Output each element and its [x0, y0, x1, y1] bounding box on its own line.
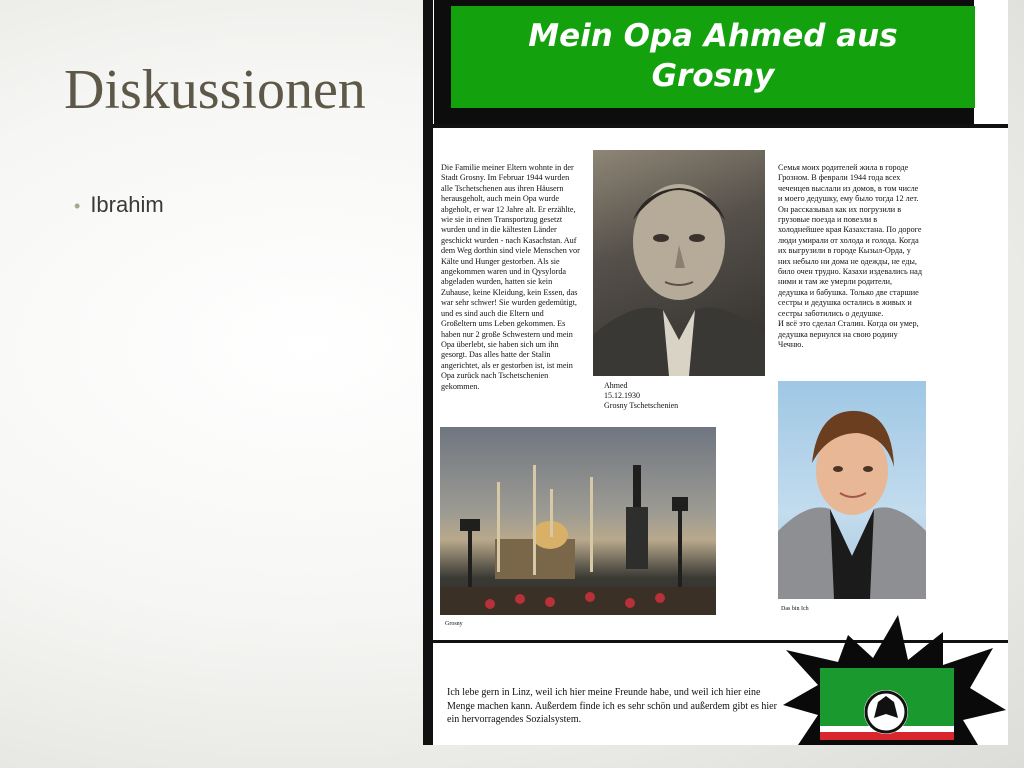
portrait-caption-date: 15.12.1930: [604, 391, 640, 400]
slide-title: Diskussionen: [64, 59, 366, 121]
portrait-caption: [604, 381, 678, 411]
poster-image: [423, 0, 1008, 745]
german-text: Die Familie meiner Eltern wohnte in der Stadt Grosny. Im Februar 1944 wurden alle Tschetschenen aus ihren Häusern herausgeholt, auch mein Opa wurde abgeholt, er war 12 Jahre alt. Er erzählte, wie sie in einen Transportzug gesetzt wurden und in die kältesten Länder geschickt wurden - nach Kasachstan. Auf dem Weg dorthin sind viele Menschen vor Kälte und Hunger gestorben. Als sie angekommen waren und in Qysylorda abgeladen wurden, hatten sie kein Zuhause, keine Kleidung, kein Essen, das war sehr schwer! Sie wurden gedemütigt, und es sind auch die Eltern und Großeltern ums Leben gekommen. Es haben nur 2 große Schwestern und mein Opa überlebt, sie haben sich um ihn gesorgt. Das alles hatte der Stalin angerichtet, als er gestorben ist, ist mein Opa zurück nach Tschetschenien gekommen.: [441, 163, 580, 391]
poster-left-border: [423, 0, 433, 745]
poster-divider-top: [423, 124, 1008, 128]
poster-banner: [434, 0, 974, 125]
bottom-text: Ich lebe gern in Linz, weil ich hier meine Freunde habe, und weil ich hier eine Menge machen kann. Außerdem finde ich es sehr schön und außerdem gibt es hier ein hervorragendes Sozialsystem.: [447, 687, 777, 725]
city-caption: Grosny: [445, 621, 463, 627]
student-photo: [778, 381, 926, 599]
portrait-caption-place: Grosny Tschetschenien: [604, 401, 679, 410]
poster-title-line1: Mein Opa Ahmed aus: [528, 18, 898, 54]
city-photo: [440, 427, 716, 615]
bullet-text: Ibrahim: [90, 192, 164, 217]
student-caption: Das bin Ich: [781, 606, 809, 612]
flag-starburst-icon: [778, 610, 1008, 745]
portrait-caption-name: Ahmed: [604, 381, 628, 390]
bullet-item: [74, 192, 164, 218]
bullet-dot-icon: •: [74, 196, 81, 216]
poster-title: [451, 6, 975, 108]
russian-text: Семья моих родителей жила в городе Грозном. В феврали 1944 года всех чеченцев выслали из домов, в том числе и моего дедушку, ему было тогда 12 лет. Он рассказывал как их погрузили в грузовые поезда и повезли в холоднейшее края Казахстана. По дороге люди умирали от холода и голода. Когда их выгрузили в городе Кызыл-Орда, у них небыло ни дома не одежды, не еды, било очен трудно. Казахи издевались над ними и там же умерли родители, дедушка и бабушка. Только две старшие сестры и дедушка остались в живых и сестры заботились о дедушке. И всё это сделал Сталин. Когда он умер, дедушка вернулся на свою родину Чечню.: [778, 163, 922, 349]
portrait-photo: [593, 150, 765, 376]
poster-title-line2: Grosny: [651, 58, 775, 94]
